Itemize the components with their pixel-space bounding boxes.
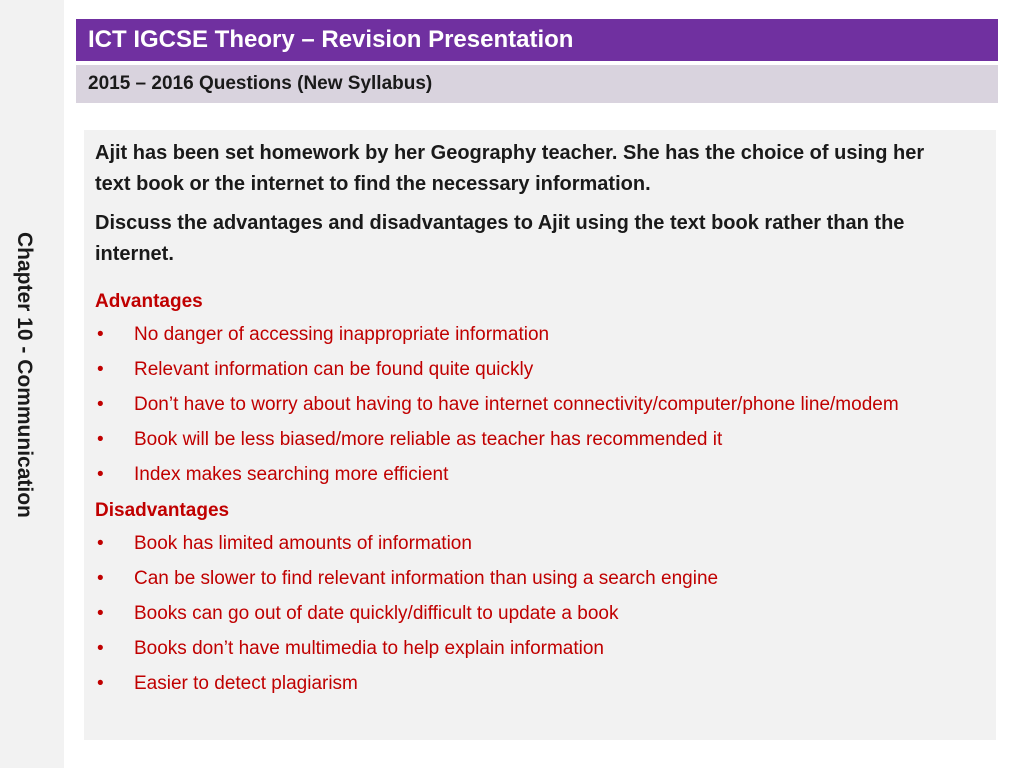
list-item-text: Don’t have to worry about having to have internet connectivity/computer/phone line/modem (134, 394, 899, 415)
list-item-text: Relevant information can be found quite quickly (134, 359, 534, 380)
list-item (95, 669, 956, 698)
list-item-text: Book has limited amounts of information (134, 533, 472, 554)
list-item (95, 564, 956, 593)
disadvantages-heading: Disadvantages (95, 500, 230, 521)
list-item (95, 599, 956, 628)
list-item-text: Book will be less biased/more reliable as teacher has recommended it (134, 429, 723, 450)
content-panel (84, 130, 996, 740)
list-item (95, 320, 956, 349)
bullet-icon: • (97, 638, 104, 659)
list-item (95, 634, 956, 663)
bullet-icon: • (97, 359, 104, 380)
disadvantages-list (95, 529, 956, 698)
list-item-text: Easier to detect plagiarism (134, 673, 358, 694)
bullet-icon: • (97, 464, 104, 485)
sidebar (0, 0, 64, 768)
advantages-heading: Advantages (95, 291, 203, 312)
list-item (95, 460, 956, 489)
list-item-text: No danger of accessing inappropriate information (134, 324, 550, 345)
bullet-icon: • (97, 603, 104, 624)
advantages-list (95, 320, 956, 489)
list-item-text: Index makes searching more efficient (134, 464, 449, 485)
list-item-text: Books can go out of date quickly/difficult to update a book (134, 603, 619, 624)
question-paragraph-2: Discuss the advantages and disadvantages to Ajit using the text book rather than the internet. (95, 212, 905, 265)
bullet-icon: • (97, 568, 104, 589)
list-item-text: Books don’t have multimedia to help explain information (134, 638, 604, 659)
bullet-icon: • (97, 394, 104, 415)
list-item (95, 529, 956, 558)
bullet-icon: • (97, 429, 104, 450)
bullet-icon: • (97, 673, 104, 694)
slide-title: ICT IGCSE Theory – Revision Presentation (76, 19, 998, 61)
list-item (95, 355, 956, 384)
list-item-text: Can be slower to find relevant information than using a search engine (134, 568, 719, 589)
slide-subtitle: 2015 – 2016 Questions (New Syllabus) (76, 65, 998, 103)
chapter-label: Chapter 10 - Communication (13, 232, 36, 518)
list-item (95, 390, 956, 419)
question-paragraph-1: Ajit has been set homework by her Geography teacher. She has the choice of using her text book or the internet to find the necessary information. (95, 142, 925, 195)
bullet-icon: • (97, 533, 104, 554)
bullet-icon: • (97, 324, 104, 345)
list-item (95, 425, 956, 454)
